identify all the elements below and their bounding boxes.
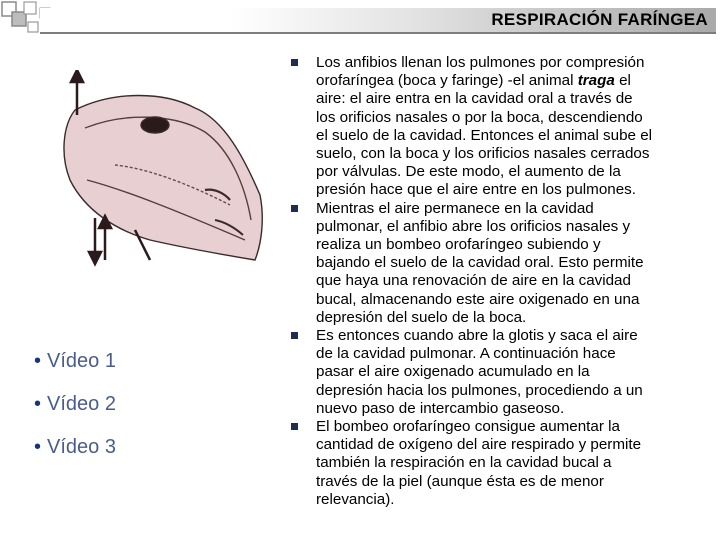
bullet-line: depresión del suelo de la boca. — [316, 308, 527, 326]
bullet-line: Es entonces cuando abre la glotis y saca el aire — [316, 327, 638, 345]
video-link-list — [34, 350, 116, 479]
slide-title: RESPIRACIÓN FARÍNGEA — [491, 10, 708, 29]
video-1-link[interactable]: Vídeo 1 — [47, 350, 116, 372]
bullet-marker-icon — [291, 332, 298, 339]
bullet-line: pasar el aire oxigenado acumulado en la — [316, 363, 590, 381]
bullet-line: por válvulas. De este modo, el aumento de la — [316, 163, 621, 181]
emphasized-word: traga — [577, 72, 615, 90]
bullet-line: pulmonar, el anfibio abre los orificios nasales y — [316, 217, 631, 235]
bullet-line: el suelo de la cavidad. Entonces el animal sube el — [316, 126, 653, 144]
bullet-dot: • — [34, 436, 42, 458]
video-3-link[interactable]: Vídeo 3 — [47, 436, 116, 458]
bullet-paragraph — [290, 418, 720, 509]
bullet-line: bucal, almacenando este aire oxigenado en una — [316, 290, 640, 308]
bullet-line: los orificios nasales o por la boca, descendiendo — [316, 108, 643, 126]
bullet-line: bajando el suelo de la cavidad oral. Esto permite — [316, 254, 644, 272]
bullet-dot: • — [34, 393, 42, 415]
bullet-marker-icon — [291, 59, 298, 66]
bullet-line: realiza un bombeo orofaríngeo subiendo y — [316, 236, 601, 254]
bullet-line: través de la piel (aunque ésta es de menor — [316, 472, 604, 490]
bullet-line: de la cavidad pulmonar. A continuación hace — [316, 345, 616, 363]
bullet-line: orofaríngea (boca y faringe) -el animal traga el — [316, 72, 631, 90]
bullet-line: suelo, con la boca y los orificios nasales cerrados — [316, 145, 650, 163]
bullet-line: Los anfibios llenan los pulmones por compresión — [316, 54, 645, 71]
bullet-line: que haya una renovación de aire en la cavidad — [316, 272, 631, 290]
bullet-list — [290, 54, 720, 509]
bullet-line: El bombeo orofaríngeo consigue aumentar la — [316, 418, 620, 436]
bullet-line: relevancia). — [316, 490, 395, 508]
title-bar — [40, 8, 716, 34]
bullet-line: Mientras el aire permanece en la cavidad — [316, 199, 594, 217]
bullet-line: aire: el aire entra en la cavidad oral a través de — [316, 90, 633, 108]
bullet-line: también la respiración en la cavidad bucal a — [316, 454, 612, 472]
video-2-link[interactable]: Vídeo 2 — [47, 393, 116, 415]
bullet-line: cantidad de oxígeno del aire respirado y permite — [316, 436, 642, 454]
bullet-paragraph — [290, 200, 720, 327]
bullet-line: nuevo paso de intercambio gaseoso. — [316, 399, 565, 417]
bullet-dot: • — [34, 350, 42, 372]
bullet-paragraph — [290, 54, 720, 200]
video-link-item[interactable] — [34, 393, 116, 417]
video-link-item[interactable] — [34, 350, 116, 374]
bullet-paragraph — [290, 327, 720, 418]
bullet-marker-icon — [291, 423, 298, 430]
bullet-line: presión hace que el aire entre en los pulmones. — [316, 181, 636, 199]
bullet-marker-icon — [291, 205, 298, 212]
bullet-line: depresión hacia los pulmones, procediendo a un — [316, 381, 643, 399]
frog-head-diagram-icon — [55, 70, 280, 280]
video-link-item[interactable] — [34, 436, 116, 460]
